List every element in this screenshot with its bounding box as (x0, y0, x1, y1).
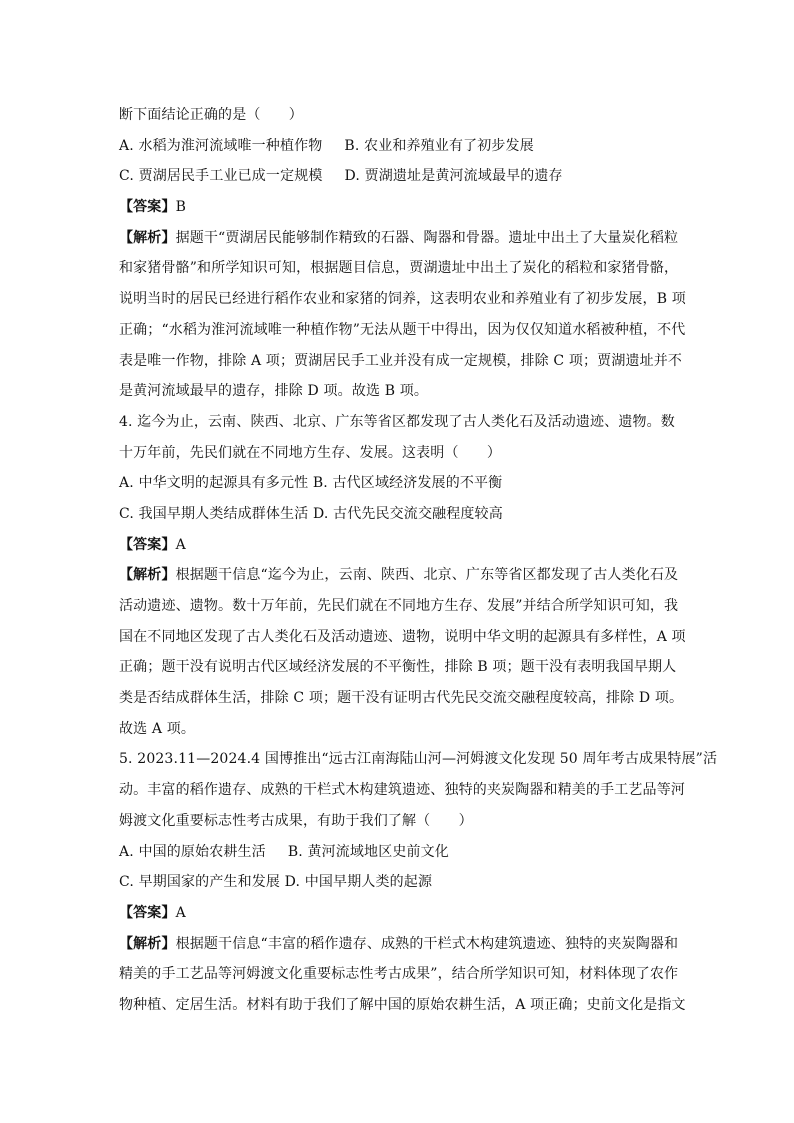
answer-value: B (175, 199, 187, 216)
analysis-text: 正确；“水稻为淮河流域唯一种植作物”无法从题干中得出，因为仅仅知道水稻被种植，不代 (119, 321, 686, 338)
option-d: D. 贾湖遗址是黄河流域最早的遗存 (344, 168, 563, 185)
question-5-stem: 动。丰富的稻作遗存、成熟的干栏式木构建筑遗迹、独特的夹炭陶器和精美的手工艺品等河 (119, 782, 685, 799)
analysis-text: 和家猪骨骼”和所学知识可知，根据题目信息，贾湖遗址中出土了炭化的稻粒和家猪骨骼， (119, 260, 679, 277)
answer-value: A (175, 904, 186, 921)
question-4-stem: 4. 迄今为止，云南、陕西、北京、广东等省区都发现了古人类化石及活动遗迹、遗物。数 (119, 413, 675, 430)
document-page (119, 100, 718, 1021)
analysis-line: 【解析】据题干“贾湖居民能够制作精致的石器、陶器和骨器。遗址中出土了大量炭化稻粒 (119, 229, 679, 246)
answer-label: 【答案】 (119, 199, 176, 216)
analysis-text: 表是唯一作物，排除 A 项；贾湖居民手工业并没有成一定规模，排除 C 项；贾湖遗址并不 (119, 352, 683, 369)
analysis-text: 故选 A 项。 (119, 720, 196, 737)
answer-line (119, 898, 679, 929)
analysis-text: 物种植、定居生活。材料有助于我们了解中国的原始农耕生活，A 项正确；史前文化是指文 (119, 996, 686, 1013)
answer-value: A (175, 536, 186, 553)
option-row (119, 161, 679, 192)
analysis-label: 【解析】 (119, 567, 176, 584)
analysis-label: 【解析】 (119, 229, 176, 246)
option-row: C. 早期国家的产生和发展 D. 中国早期人类的起源 (119, 874, 433, 891)
analysis-text: 说明当时的居民已经进行稻作农业和家猪的饲养，这表明农业和养殖业有了初步发展，B 项 (119, 291, 686, 308)
answer-label: 【答案】 (119, 536, 176, 553)
analysis-text: 国在不同地区发现了古人类化石及活动遗迹、遗物，说明中华文明的起源具有多样性，A 项 (119, 628, 686, 645)
option-row: A. 中华文明的起源具有多元性 B. 古代区域经济发展的不平衡 (119, 475, 503, 492)
analysis-line: 【解析】根据题干信息“丰富的稻作遗存、成熟的干栏式木构建筑遗迹、独特的夹炭陶器和 (119, 935, 679, 952)
analysis-text: 是黄河流域最早的遗存，排除 D 项。故选 B 项。 (119, 383, 429, 400)
analysis-text: 类是否结成群体生活，排除 C 项；题干没有证明古代先民交流交融程度较高，排除 D 项。 (119, 690, 684, 707)
question-4-stem: 十万年前，先民们就在不同地方生存、发展。这表明（ ） (119, 444, 502, 461)
answer-line (119, 530, 679, 561)
analysis-text: 精美的手工艺品等河姆渡文化重要标志性考古成果”，结合所学知识可知，材料体现了农作 (119, 966, 679, 983)
option-a: A. 中国的原始农耕生活 (119, 843, 266, 860)
option-row: C. 我国早期人类结成群体生活 D. 古代先民交流交融程度较高 (119, 505, 503, 522)
question-5-stem: 姆渡文化重要标志性考古成果，有助于我们了解（ ） (119, 812, 473, 829)
analysis-text: 正确；题干没有说明古代区域经济发展的不平衡性，排除 B 项；题干没有表明我国早期人 (119, 659, 677, 676)
option-b: B. 农业和养殖业有了初步发展 (344, 137, 534, 154)
question-5-stem: 5. 2023.11—2024.4 国博推出“远古江南海陆山河—河姆渡文化发现 50 周年考古成果特展”活 (119, 751, 718, 768)
answer-line (119, 192, 679, 223)
option-row (119, 131, 679, 162)
option-b: B. 黄河流域地区史前文化 (287, 843, 449, 860)
analysis-line: 【解析】根据题干信息“迄今为止，云南、陕西、北京、广东等省区都发现了古人类化石及 (119, 567, 679, 584)
option-c: C. 贾湖居民手工业已成一定规模 (119, 168, 323, 185)
option-a: A. 水稻为淮河流域唯一种植作物 (119, 137, 323, 154)
analysis-text: 活动遗迹、遗物。数十万年前，先民们就在不同地方生存、发展”并结合所学知识可知，我 (119, 598, 679, 614)
analysis-label: 【解析】 (119, 935, 176, 952)
question-continuation: 断下面结论正确的是（ ） (119, 107, 303, 123)
answer-label: 【答案】 (119, 904, 176, 921)
option-row (119, 837, 679, 868)
